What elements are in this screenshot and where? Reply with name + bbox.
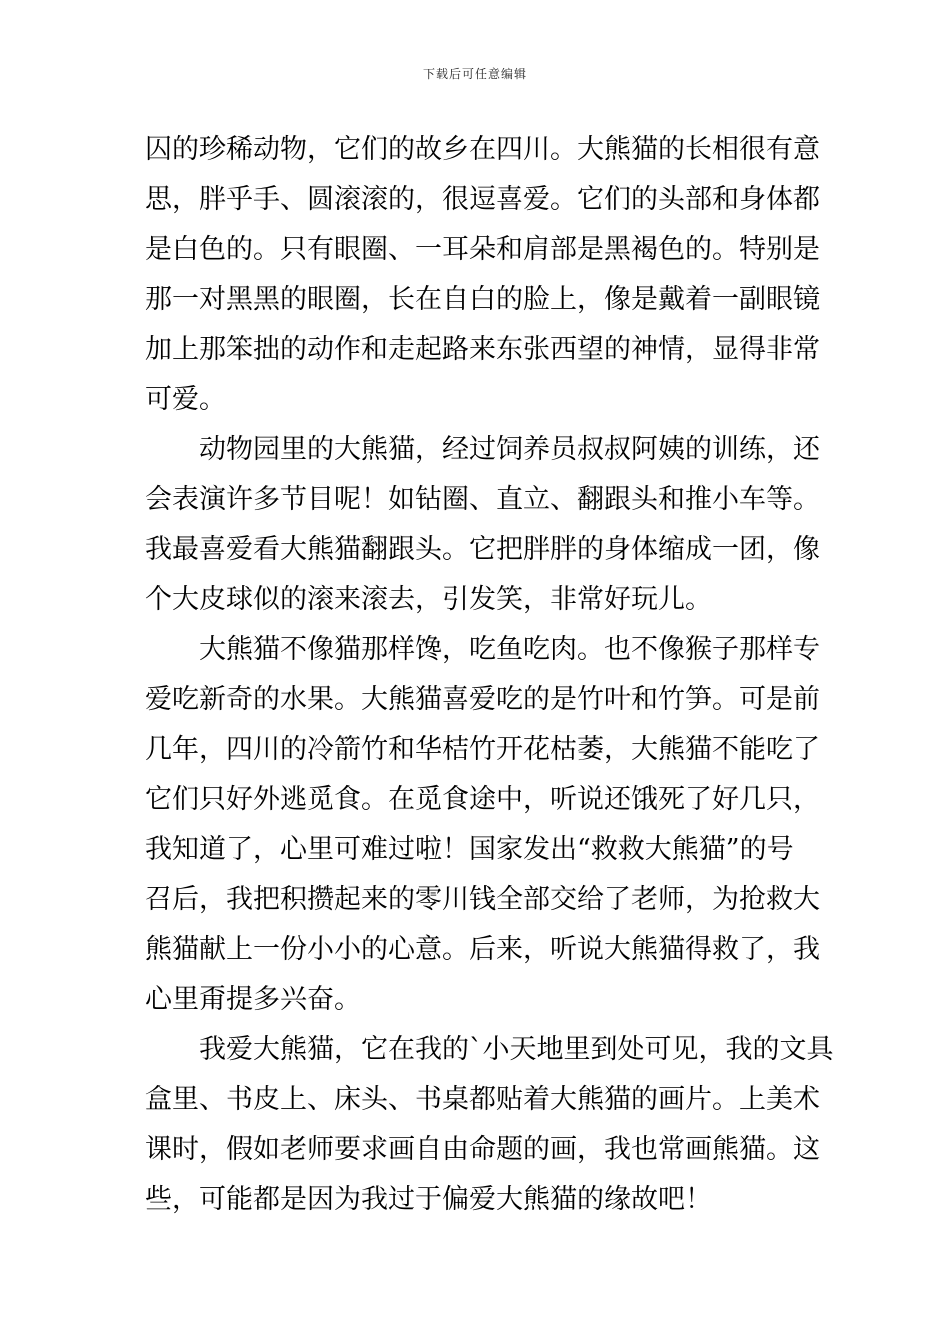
text-line: 它们只好外逃觅食。在觅食途中，听说还饿死了好几只， [145,784,820,815]
text-line: 召后，我把积攒起来的零川钱全部交给了老师，为抢救大 [145,884,820,915]
text-line: 会表演许多节目呢！如钻圈、直立、翻跟头和推小车等。 [145,484,820,515]
text-line: 思，胖乎手、圆滚滚的，很逗喜爱。它们的头部和身体都 [145,184,820,215]
paragraph-4 [145,1025,834,1225]
paragraph-3 [145,625,820,1025]
text-line: 课时，假如老师要求画自由命题的画，我也常画熊猫。这 [145,1134,820,1165]
text-line: 那一对黑黑的眼圈，长在自白的脸上，像是戴着一副眼镜 [145,284,820,315]
text-line: 我爱大熊猫，它在我的`小天地里到处可见，我的文具 [199,1034,834,1065]
text-line: 囚的珍稀动物，它们的故乡在四川。大熊猫的长相很有意 [145,134,820,165]
text-line: 加上那笨拙的动作和走起路来东张西望的神情，显得非常 [145,334,820,365]
text-line: 大熊猫不像猫那样馋，吃鱼吃肉。也不像猴子那样专 [199,634,820,665]
document-body [145,125,834,1225]
text-line: 可爱。 [145,384,226,415]
text-line: 我知道了，心里可难过啦！国家发出“救救大熊猫”的号 [145,834,794,865]
text-line: 动物园里的大熊猫，经过饲养员叔叔阿姨的训练，还 [199,434,820,465]
text-line: 熊猫献上一份小小的心意。后来，听说大熊猫得救了，我 [145,934,820,965]
text-line: 心里甭提多兴奋。 [145,984,361,1015]
paragraph-2 [145,425,820,625]
text-line: 我最喜爱看大熊猫翻跟头。它把胖胖的身体缩成一团，像 [145,534,820,565]
text-line: 爱吃新奇的水果。大熊猫喜爱吃的是竹叶和竹笋。可是前 [145,684,820,715]
page-header: 下载后可任意编辑 [422,67,527,81]
text-line: 几年，四川的冷箭竹和华桔竹开花枯萎，大熊猫不能吃了 [145,734,820,765]
text-line: 盒里、书皮上、床头、书桌都贴着大熊猫的画片。上美术 [145,1084,820,1115]
text-line: 是白色的。只有眼圈、一耳朵和肩部是黑褐色的。特别是 [145,234,820,265]
text-line: 个大皮球似的滚来滚去，引发笑，非常好玩儿。 [145,584,712,615]
paragraph-1 [145,125,820,425]
text-line: 些，可能都是因为我过于偏爱大熊猫的缘故吧！ [145,1184,712,1215]
